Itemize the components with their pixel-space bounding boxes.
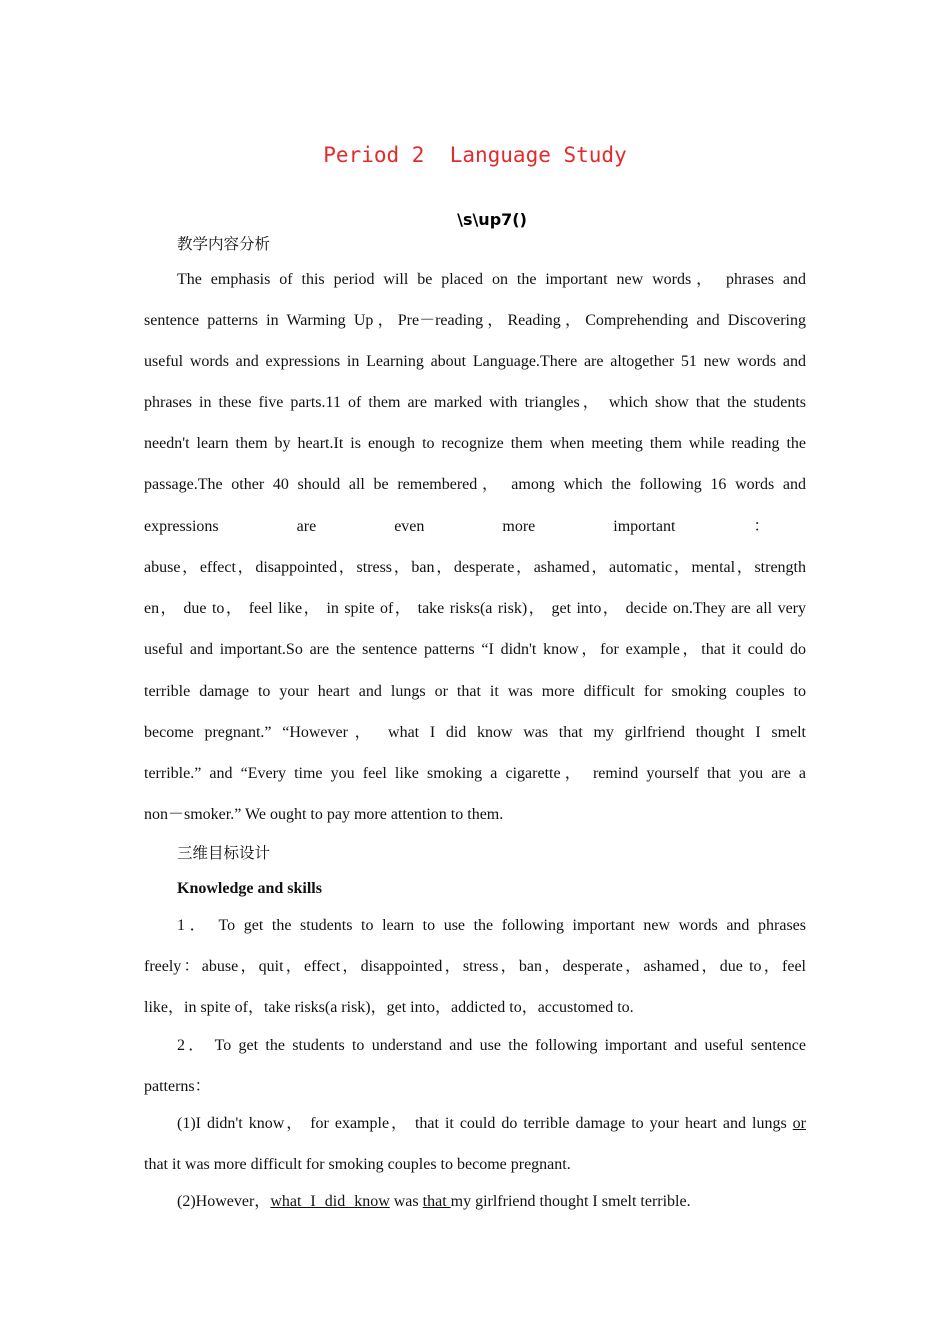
paragraph-line: abuse，effect，disappointed，stress，ban，desperate，ashamed，automatic，mental，strength (144, 559, 806, 576)
list-item-line: patterns： (144, 1078, 211, 1095)
paragraph-line: en， due to， feel like， in spite of， take risks(a risk)， get into， decide on.They are all very (144, 600, 806, 617)
section-heading-content-analysis: 教学内容分析 (177, 235, 271, 253)
page-title: Period 2 Language Study (323, 143, 627, 167)
paragraph-line: useful words and expressions in Learning about Language.There are altogether 51 new words and (144, 353, 806, 370)
list-item-line: 1． To get the students to learn to use the following important new words and phrases (177, 917, 806, 934)
pattern-text: (1)I didn't know， for example， that it could do terrible damage to your heart and lungs (177, 1115, 793, 1132)
paragraph-line: become pregnant.” “However， what I did know was that my girlfriend thought I smelt (144, 724, 806, 741)
list-item-line: freely：abuse，quit，effect，disappointed，stress，ban，desperate，ashamed，due to，feel (144, 958, 806, 975)
underlined-word: or (792, 1115, 806, 1132)
paragraph-line: passage.The other 40 should all be remembered， among which the following 16 words and (144, 476, 806, 493)
paragraph-line: phrases in these five parts.11 of them are marked with triangles， which show that the students (144, 394, 806, 411)
paragraph-line: expressions are even more important ： (144, 518, 770, 535)
paragraph-line: terrible.” and “Every time you feel like smoking a cigarette， remind yourself that you are a (144, 765, 806, 782)
list-item-line: 2． To get the students to understand and use the following important and useful sentence (177, 1037, 806, 1054)
underlined-phrase: what I did know (270, 1193, 390, 1210)
pattern-prefix: (2)However， (177, 1193, 271, 1210)
paragraph-line: needn't learn them by heart.It is enough to recognize them when meeting them while reading the (144, 435, 806, 452)
paragraph-line: sentence patterns in Warming Up，Pre－reading，Reading，Comprehending and Discovering (144, 312, 806, 329)
field-code-subtitle: \s\up7() (457, 210, 527, 229)
paragraph-line: The emphasis of this period will be placed on the important new words， phrases and (177, 271, 806, 288)
pattern-text: was (389, 1193, 423, 1210)
subheading-knowledge-and-skills: Knowledge and skills (177, 880, 322, 897)
sentence-pattern-1-continuation: that it was more difficult for smoking couples to become pregnant. (144, 1156, 571, 1173)
list-item-line: like，in spite of，take risks(a risk)，get into，addicted to，accustomed to. (144, 999, 634, 1016)
sentence-pattern-1 (177, 1114, 806, 1134)
sentence-pattern-2 (177, 1192, 806, 1212)
paragraph-line: terrible damage to your heart and lungs or that it was more difficult for smoking couples to (144, 683, 806, 700)
paragraph-line: non－smoker.” We ought to pay more attention to them. (144, 806, 504, 823)
underlined-word: that (422, 1193, 451, 1210)
pattern-text: my girlfriend thought I smelt terrible. (450, 1193, 691, 1210)
paragraph-line: useful and important.So are the sentence patterns “I didn't know，for example，that it could do (144, 641, 806, 658)
section-heading-three-dimensional-goals: 三维目标设计 (177, 844, 271, 862)
